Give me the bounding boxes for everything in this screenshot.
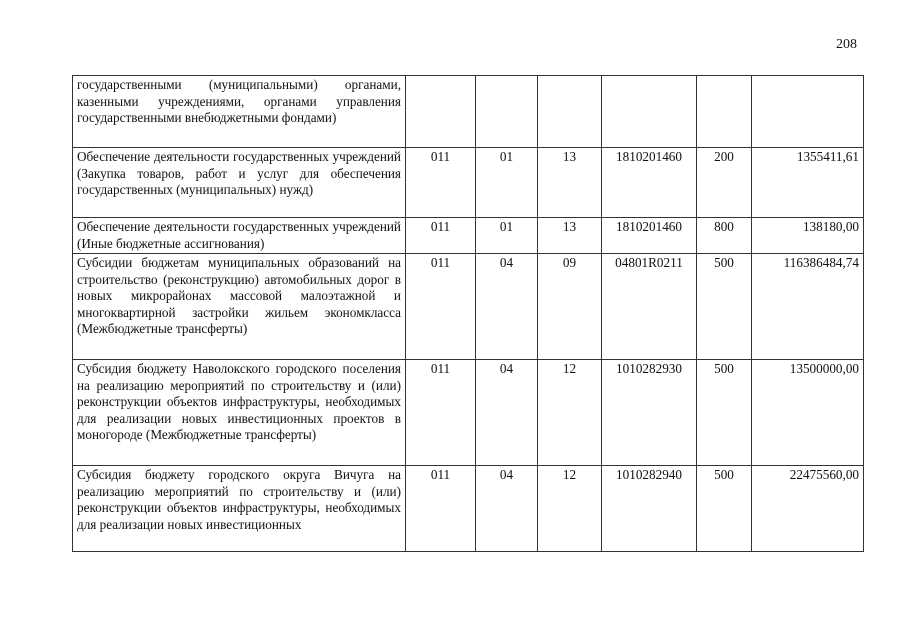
- table-row: [73, 148, 864, 218]
- cell-expense-type: 200: [697, 148, 752, 218]
- cell-ministry: 011: [406, 254, 476, 360]
- budget-table: [72, 75, 864, 552]
- page-number: 208: [836, 37, 857, 52]
- cell-section: 04: [476, 360, 538, 466]
- cell-section: [476, 76, 538, 148]
- cell-ministry: 011: [406, 218, 476, 254]
- cell-amount: 13500000,00: [752, 360, 864, 466]
- cell-description: Субсидия бюджету городского округа Вичуга на реализацию мероприятий по строительству и (или) реконструкции объектов инфраструктуры, необходимых для реализации новых инвестиционных: [73, 466, 406, 552]
- table-row: [73, 360, 864, 466]
- cell-amount: [752, 76, 864, 148]
- table-row: [73, 466, 864, 552]
- cell-expense-type: 500: [697, 466, 752, 552]
- cell-amount: 138180,00: [752, 218, 864, 254]
- cell-ministry: 011: [406, 360, 476, 466]
- cell-section: 04: [476, 466, 538, 552]
- cell-description: государственными (муниципальными) органами, казенными учреждениями, органами управления государственными внебюджетными фондами): [73, 76, 406, 148]
- cell-subsection: 13: [538, 148, 602, 218]
- cell-subsection: 13: [538, 218, 602, 254]
- table-row: [73, 218, 864, 254]
- cell-expense-type: 500: [697, 254, 752, 360]
- cell-expense-type: 500: [697, 360, 752, 466]
- cell-subsection: [538, 76, 602, 148]
- cell-description: Обеспечение деятельности государственных учреждений (Иные бюджетные ассигнования): [73, 218, 406, 254]
- cell-ministry: 011: [406, 148, 476, 218]
- cell-description: Субсидия бюджету Наволокского городского поселения на реализацию мероприятий по строительству и (или) реконструкции объектов инфраструктуры, необходимых для реализации новых инвестиционных проектов в моногороде (Межбюджетные трансферты): [73, 360, 406, 466]
- cell-subsection: 12: [538, 466, 602, 552]
- table-row: [73, 76, 864, 148]
- cell-expense-type: [697, 76, 752, 148]
- cell-target-article: [602, 76, 697, 148]
- table-row: [73, 254, 864, 360]
- cell-target-article: 1010282930: [602, 360, 697, 466]
- cell-amount: 22475560,00: [752, 466, 864, 552]
- cell-description: Субсидии бюджетам муниципальных образований на строительство (реконструкцию) автомобильных дорог в новых микрорайонах массовой малоэтажной и многоквартирной застройки жильем экономкласса (Межбюджетные трансферты): [73, 254, 406, 360]
- cell-description: Обеспечение деятельности государственных учреждений (Закупка товаров, работ и услуг для обеспечения государственных (муниципальных) нужд): [73, 148, 406, 218]
- cell-expense-type: 800: [697, 218, 752, 254]
- cell-section: 01: [476, 218, 538, 254]
- cell-ministry: [406, 76, 476, 148]
- cell-target-article: 1810201460: [602, 148, 697, 218]
- cell-ministry: 011: [406, 466, 476, 552]
- cell-amount: 116386484,74: [752, 254, 864, 360]
- cell-subsection: 12: [538, 360, 602, 466]
- cell-amount: 1355411,61: [752, 148, 864, 218]
- cell-subsection: 09: [538, 254, 602, 360]
- cell-target-article: 04801R0211: [602, 254, 697, 360]
- cell-target-article: 1010282940: [602, 466, 697, 552]
- cell-target-article: 1810201460: [602, 218, 697, 254]
- cell-section: 01: [476, 148, 538, 218]
- cell-section: 04: [476, 254, 538, 360]
